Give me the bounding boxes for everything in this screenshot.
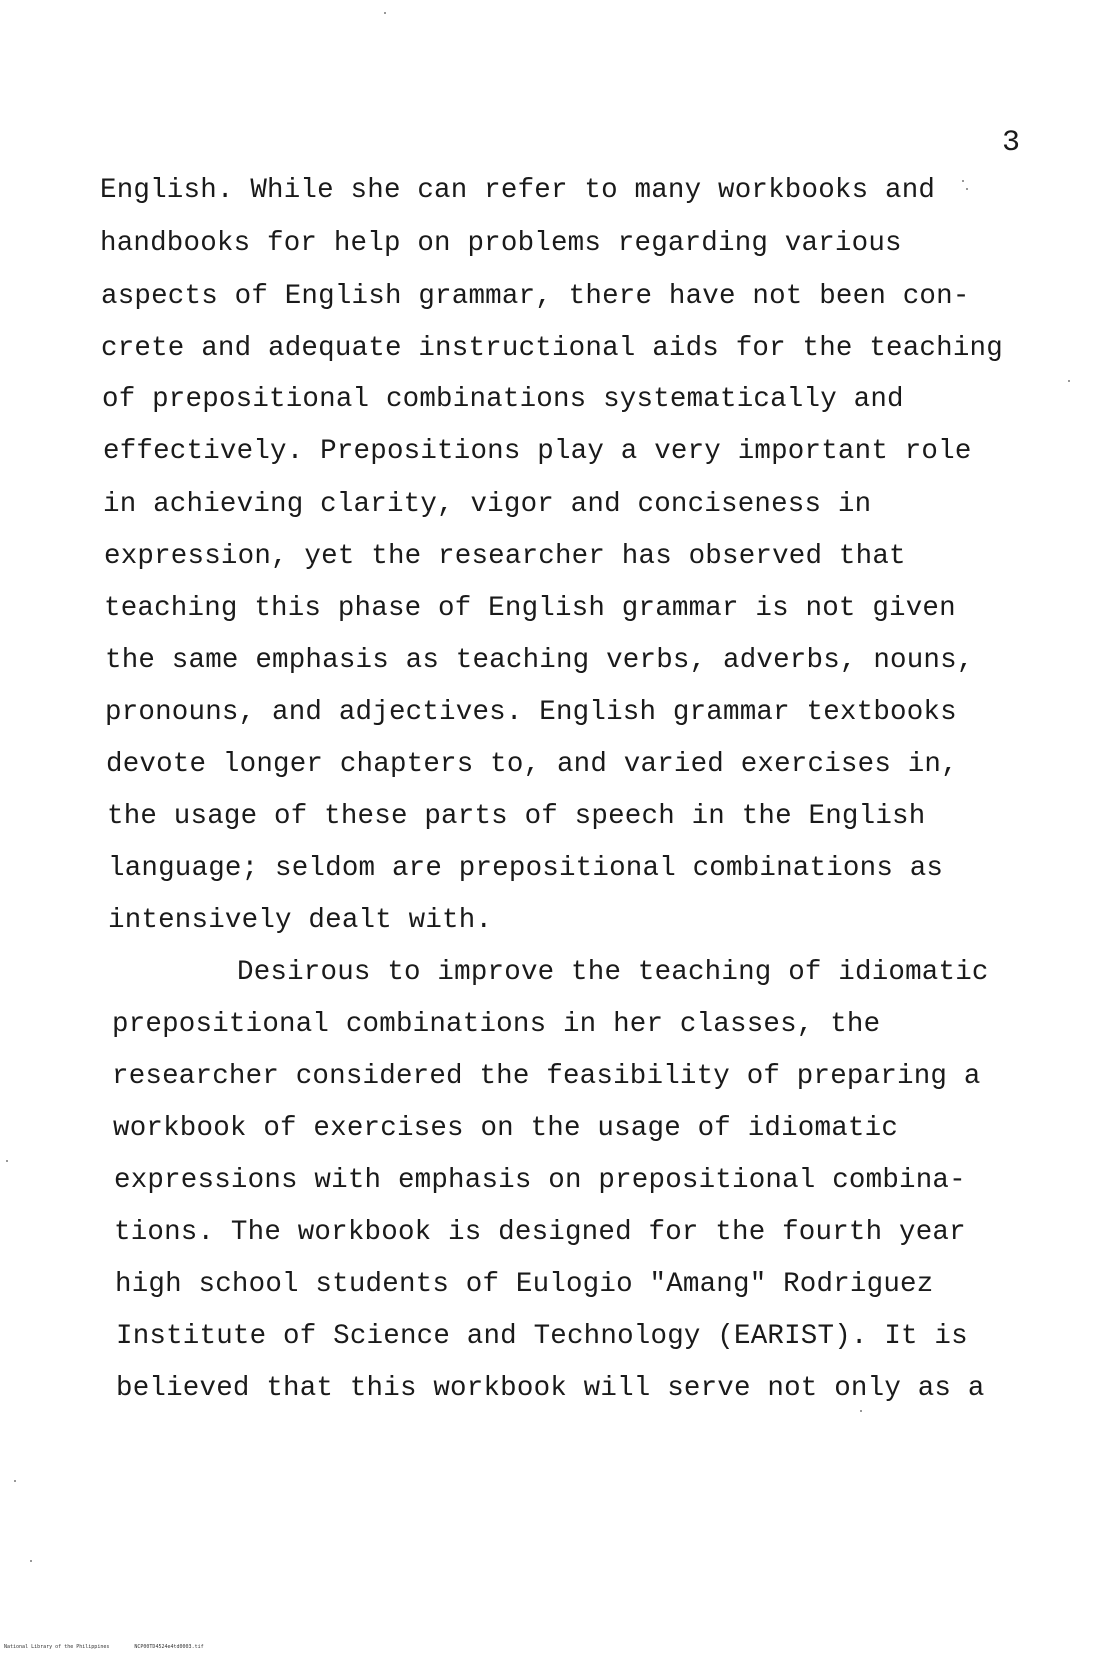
text-line: crete and adequate instructional aids for the teaching <box>101 333 1003 364</box>
text-line: expressions with emphasis on prepositional combina- <box>114 1165 966 1196</box>
text-line: tions. The workbook is designed for the fourth year <box>114 1217 966 1248</box>
text-line: of prepositional combinations systematically and <box>102 384 904 415</box>
text-line: effectively. Prepositions play a very important role <box>103 436 972 467</box>
footer-file-id: NCP00TD4524e4td0003.tif <box>134 1644 204 1650</box>
text-line: the usage of these parts of speech in the English <box>107 801 926 832</box>
scan-speck <box>966 188 968 190</box>
scan-footer <box>4 1644 226 1650</box>
text-line: expression, yet the researcher has observed that <box>104 541 906 572</box>
text-line: pronouns, and adjectives. English grammar textbooks <box>105 697 957 728</box>
text-line: handbooks for help on problems regarding various <box>100 228 902 259</box>
text-line: language; seldom are prepositional combinations as <box>108 853 944 884</box>
text-line: devote longer chapters to, and varied exercises in, <box>106 749 958 780</box>
scan-speck <box>6 1160 8 1162</box>
scan-speck <box>30 1560 32 1562</box>
text-line: workbook of exercises on the usage of idiomatic <box>113 1113 899 1144</box>
scan-speck <box>384 12 386 14</box>
text-line: Desirous to improve the teaching of idiomatic <box>237 957 989 988</box>
text-line: researcher considered the feasibility of preparing a <box>112 1061 981 1092</box>
text-line: intensively dealt with. <box>108 905 493 936</box>
text-line: Institute of Science and Technology (EARIST). It is <box>116 1321 968 1352</box>
text-line: aspects of English grammar, there have not been con- <box>101 281 970 312</box>
text-line: believed that this workbook will serve not only as a <box>116 1373 985 1404</box>
text-line: English. While she can refer to many workbooks and <box>100 175 936 206</box>
footer-library: National Library of the Philippines <box>4 1644 110 1650</box>
text-line: in achieving clarity, vigor and conciseness in <box>103 489 872 520</box>
text-line: high school students of Eulogio "Amang" Rodriguez <box>115 1269 934 1300</box>
text-line: prepositional combinations in her classes, the <box>112 1009 881 1040</box>
scan-speck <box>1068 380 1070 382</box>
text-line: teaching this phase of English grammar is not given <box>104 593 956 624</box>
page-number: 3 <box>1002 126 1021 160</box>
scan-speck <box>14 1480 16 1482</box>
scan-speck <box>860 1410 862 1412</box>
scan-speck <box>962 180 964 182</box>
text-line: the same emphasis as teaching verbs, adverbs, nouns, <box>105 645 974 676</box>
